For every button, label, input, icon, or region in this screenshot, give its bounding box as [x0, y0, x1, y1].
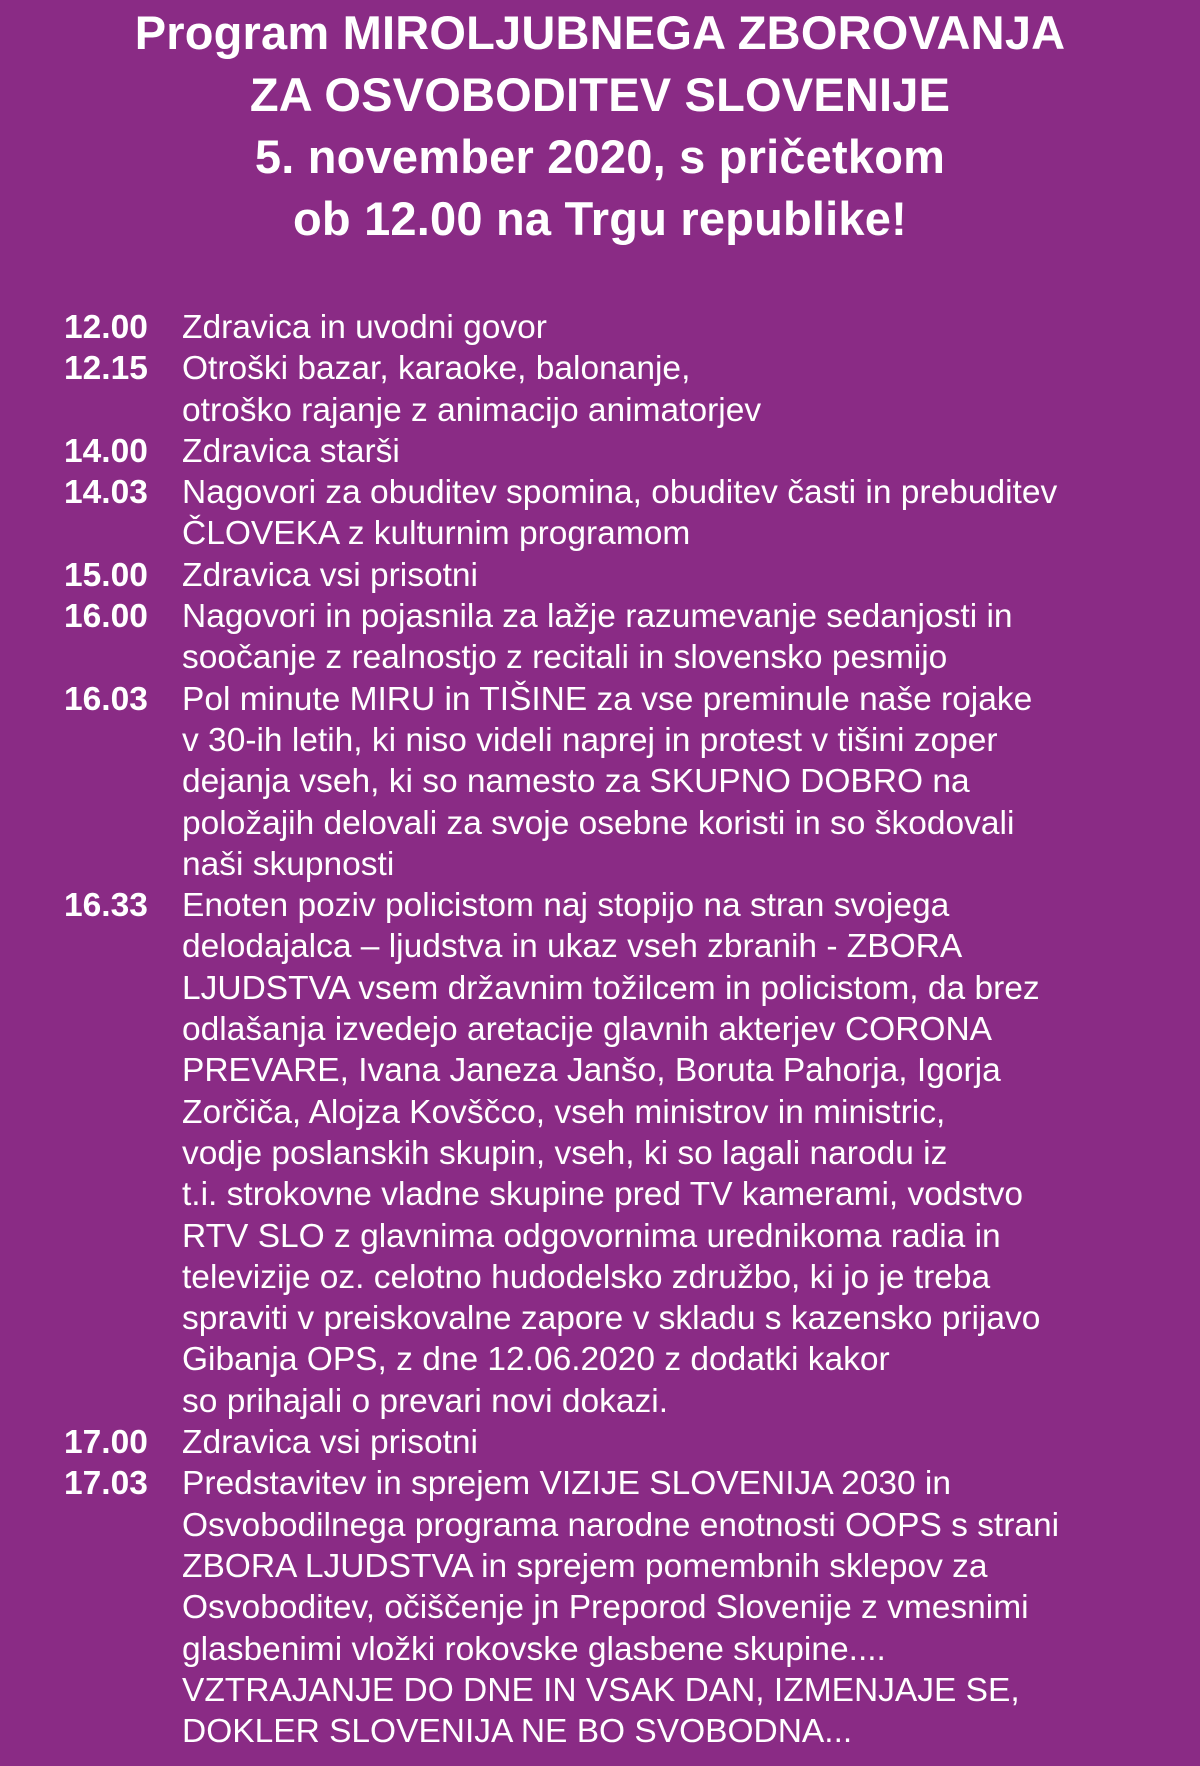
program-description	[182, 431, 1170, 472]
program-item	[58, 348, 1170, 431]
program-item	[58, 555, 1170, 596]
program-description	[182, 348, 1170, 431]
program-item	[58, 885, 1170, 1422]
program-description-line: t.i. strokovne vladne skupine pred TV kamerami, vodstvo	[182, 1176, 1024, 1214]
program-time: 16.33	[64, 887, 148, 925]
program-description-line: Osvoboditev, očiščenje jn Preporod Slovenije z vmesnimi	[182, 1589, 1029, 1627]
program-description-line: Zdravica vsi prisotni	[182, 1424, 479, 1462]
program-description-line: ČLOVEKA z kulturnim programom	[182, 515, 691, 553]
program-description-line: ZBORA LJUDSTVA in sprejem pomembnih sklepov za	[182, 1547, 988, 1585]
program-description-line: vodje poslanskih skupin, vseh, ki so lagali narodu iz	[182, 1134, 948, 1172]
program-time: 14.00	[64, 432, 148, 470]
program-description-line: Zdravica in uvodni govor	[182, 309, 547, 346]
program-time: 16.00	[64, 598, 148, 636]
program-item	[58, 472, 1170, 555]
program-time: 14.03	[64, 474, 148, 512]
program-time: 12.15	[64, 350, 148, 388]
program-description	[182, 1422, 1170, 1463]
program-description-line: Enoten poziv policistom naj stopijo na stran svojega	[182, 887, 950, 925]
program-item	[58, 1463, 1170, 1752]
program-time: 17.03	[64, 1465, 148, 1503]
program-description	[182, 555, 1170, 596]
program-description-line: VZTRAJANJE DO DNE IN VSAK DAN, IZMENJAJE SE,	[182, 1671, 1020, 1709]
program-description-line: Nagovori za obuditev spomina, obuditev časti in prebuditev	[182, 474, 1058, 512]
program-description-line: naši skupnosti	[182, 845, 395, 883]
program-description-line: Gibanja OPS, z dne 12.06.2020 z dodatki kakor	[182, 1341, 890, 1379]
program-description	[182, 596, 1170, 679]
program-description-line: dejanja vseh, ki so namesto za SKUPNO DOBRO na	[182, 763, 970, 801]
program-description-line: soočanje z realnostjo z recitali in slovensko pesmijo	[182, 639, 948, 677]
program-description-line: odlašanja izvedejo aretacije glavnih akterjev CORONA	[182, 1011, 992, 1049]
program-description-line: Predstavitev in sprejem VIZIJE SLOVENIJA 2030 in	[182, 1465, 951, 1503]
program-description-line: otroško rajanje z animacijo animatorjev	[182, 391, 762, 429]
program-time: 15.00	[64, 556, 148, 594]
program-description	[182, 307, 1170, 348]
title-line-4: ob 12.00 na Trgu republike!	[293, 192, 907, 245]
title-line-2: ZA OSVOBODITEV SLOVENIJE	[249, 68, 951, 121]
title-line-1: Program MIROLJUBNEGA ZBOROVANJA	[134, 6, 1066, 59]
program-time: 17.00	[64, 1424, 148, 1462]
program-description-line: RTV SLO z glavnima odgovornima urednikoma radia in	[182, 1217, 1001, 1255]
program-description-line: Zorčiča, Alojza Kovščco, vseh ministrov in ministric,	[182, 1093, 946, 1131]
program-description-line: Zdravica starši	[182, 432, 400, 470]
program-description-line: televizije oz. celotno hudodelsko združbo, ki jo je treba	[182, 1258, 991, 1296]
program-description-line: DOKLER SLOVENIJA NE BO SVOBODNA...	[182, 1713, 853, 1751]
program-description-line: spraviti v preiskovalne zapore v skladu s kazensko prijavo	[182, 1300, 1041, 1338]
program-item	[58, 596, 1170, 679]
program-description	[182, 679, 1170, 885]
program-description-line: LJUDSTVA vsem državnim tožilcem in policistom, da brez	[182, 969, 1040, 1007]
title-line-3: 5. november 2020, s pričetkom	[254, 130, 946, 183]
program-item	[58, 431, 1170, 472]
program-time: 12.00	[64, 309, 148, 346]
program-description	[182, 885, 1170, 1422]
program-description-line: Osvobodilnega programa narodne enotnosti OOPS s strani	[182, 1506, 1060, 1544]
program-description-line: Otroški bazar, karaoke, balonanje,	[182, 350, 691, 388]
program-description-line: PREVARE, Ivana Janeza Janšo, Boruta Pahorja, Igorja	[182, 1052, 1001, 1090]
program-description	[182, 472, 1170, 555]
program-description-line: v 30-ih letih, ki niso videli naprej in protest v tišini zoper	[182, 721, 998, 759]
program-description-line: so prihajali o prevari novi dokazi.	[182, 1382, 668, 1420]
program-item	[58, 679, 1170, 885]
program-description-line: Pol minute MIRU in TIŠINE za vse preminule naše rojake	[182, 680, 1033, 718]
program-item	[58, 1422, 1170, 1463]
program-description-line: Nagovori in pojasnila za lažje razumevanje sedanjosti in	[182, 598, 1013, 636]
program-description-line: delodajalca – ljudstva in ukaz vseh zbranih - ZBORA	[182, 928, 963, 966]
program-description-line: položajih delovali za svoje osebne koristi in so škodovali	[182, 804, 1015, 842]
program-schedule	[58, 307, 1170, 1752]
program-item	[58, 307, 1170, 348]
program-time: 16.03	[64, 680, 148, 718]
program-description-line: Zdravica vsi prisotni	[182, 556, 479, 594]
poster-header	[0, 0, 1200, 250]
program-description-line: glasbenimi vložki rokovske glasbene skupine....	[182, 1630, 886, 1668]
program-description	[182, 1463, 1170, 1752]
